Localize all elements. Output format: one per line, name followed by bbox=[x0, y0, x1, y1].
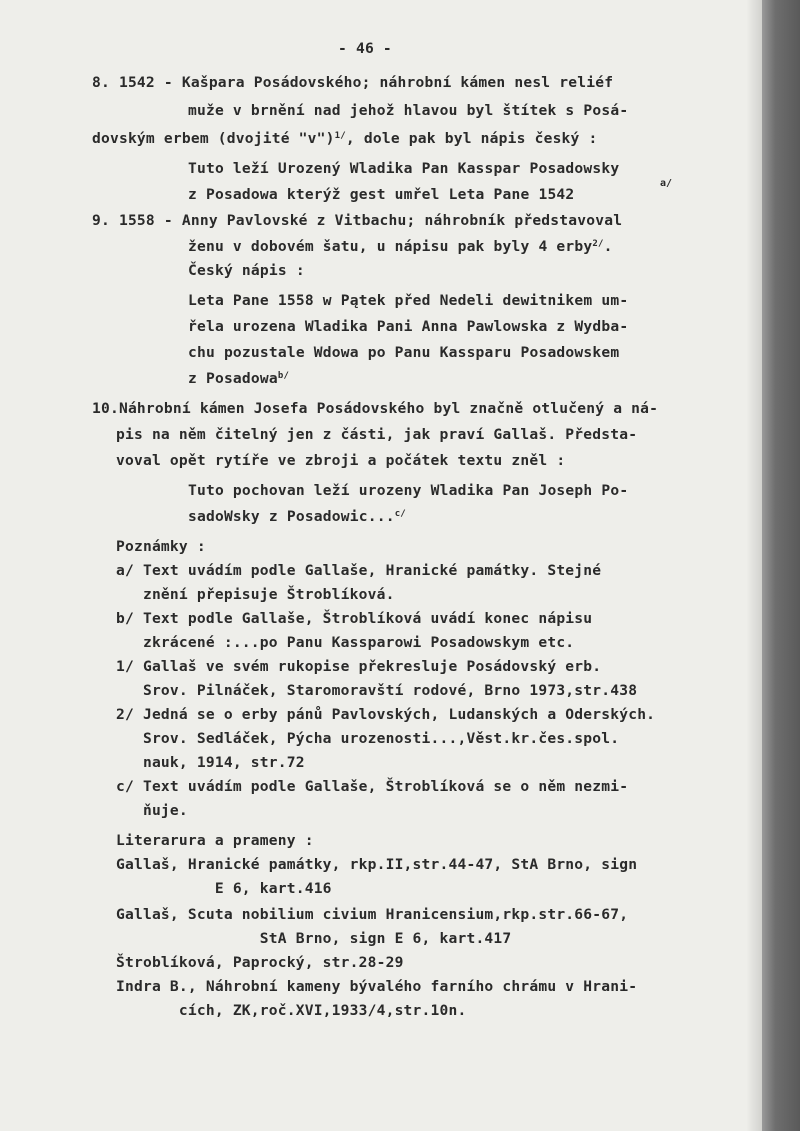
entry-10-quote-1: Tuto pochovan leží urozeny Wladika Pan Joseph Po- bbox=[188, 482, 629, 499]
literature-line: Gallaš, Scuta nobilium civium Hranicensium,rkp.str.66-67, bbox=[116, 906, 629, 923]
literature-heading: Literarura a prameny : bbox=[116, 832, 314, 849]
literature-line: Gallaš, Hranické památky, rkp.II,str.44-47, StA Brno, sign bbox=[116, 856, 638, 873]
literature-line: Indra B., Náhrobní kameny bývalého farního chrámu v Hrani- bbox=[116, 978, 638, 995]
page-number: - 46 - bbox=[338, 40, 392, 57]
literature-line: cích, ZK,roč.XVI,1933/4,str.10n. bbox=[116, 1002, 467, 1019]
note-line: ňuje. bbox=[116, 802, 188, 819]
note-line: 1/ Gallaš ve svém rukopise překresluje Posádovský erb. bbox=[116, 658, 602, 675]
entry-9-line-2: ženu v dobovém šatu, u nápisu pak byly 4 erby$^{2/}$. bbox=[188, 238, 613, 255]
literature-line: StA Brno, sign E 6, kart.417 bbox=[116, 930, 512, 947]
entry-8-line-2: muže v brnění nad jehož hlavou byl štítek s Posá- bbox=[188, 102, 629, 119]
note-line: a/ Text uvádím podle Gallaše, Hranické památky. Stejné bbox=[116, 562, 602, 579]
entry-10-quote-2: sadoWsky z Posadowic...$^{c/}$ bbox=[188, 508, 406, 525]
entry-10-line-3: voval opět rytíře ve zbroji a počátek textu zněl : bbox=[116, 452, 566, 469]
note-line: Srov. Sedláček, Pýcha urozenosti...,Věst.kr.čes.spol. bbox=[116, 730, 620, 747]
footnote-ref-b: b/ bbox=[277, 371, 290, 381]
footnote-ref-c: c/ bbox=[394, 509, 406, 519]
entry-8-quote-1: Tuto leží Urozený Wladika Pan Kasspar Posadowsky bbox=[188, 160, 620, 177]
literature-line: Štroblíková, Paprocký, str.28-29 bbox=[116, 954, 404, 971]
entry-10-line-2: pis na něm čitelný jen z části, jak praví Gallaš. Předsta- bbox=[116, 426, 638, 443]
entry-9-quote-2: řela urozena Wladika Pani Anna Pawlowska z Wydba- bbox=[188, 318, 629, 335]
entry-8-line-1: 8. 1542 - Kašpara Posádovského; náhrobní kámen nesl reliéf bbox=[92, 74, 614, 91]
entry-9-quote-1: Leta Pane 1558 w Pątek před Nedeli dewitnikem um- bbox=[188, 292, 629, 309]
footnote-ref-2: 2/ bbox=[592, 239, 604, 249]
note-line: b/ Text podle Gallaše, Štroblíková uvádí konec nápisu bbox=[116, 610, 593, 627]
entry-10-line-1: 10.Náhrobní kámen Josefa Posádovského byl značně otlučený a ná- bbox=[92, 400, 659, 417]
entry-8-quote-2: z Posadowa kterýž gest umřel Leta Pane 1542 bbox=[188, 186, 575, 203]
entry-9-line-3: Český nápis : bbox=[188, 262, 305, 279]
note-line: Srov. Pilnáček, Staromoravští rodové, Brno 1973,str.438 bbox=[116, 682, 638, 699]
note-line: c/ Text uvádím podle Gallaše, Štroblíková se o něm nezmi- bbox=[116, 778, 629, 795]
entry-9-quote-3: chu pozustale Wdowa po Panu Kassparu Posadowskem bbox=[188, 344, 620, 361]
note-line: znění přepisuje Štroblíková. bbox=[116, 586, 395, 603]
footnote-ref-a: a/ bbox=[660, 178, 673, 189]
note-line: zkrácené :...po Panu Kassparowi Posadowskym etc. bbox=[116, 634, 575, 651]
page-edge bbox=[762, 0, 800, 1131]
literature-line: E 6, kart.416 bbox=[116, 880, 332, 897]
notes-heading: Poznámky : bbox=[116, 538, 206, 555]
entry-9-line-1: 9. 1558 - Anny Pavlovské z Vitbachu; náhrobník představoval bbox=[92, 212, 623, 229]
page-shadow bbox=[746, 0, 762, 1131]
note-line: nauk, 1914, str.72 bbox=[116, 754, 305, 771]
entry-9-quote-4: z Posadowa$^{b/}$ bbox=[188, 370, 290, 387]
entry-8-line-3: dovským erbem (dvojité "v")$^{1/}$, dole pak byl nápis český : bbox=[92, 130, 598, 147]
footnote-ref-1: 1/ bbox=[334, 131, 346, 141]
note-line: 2/ Jedná se o erby pánů Pavlovských, Ludanských a Oderských. bbox=[116, 706, 656, 723]
